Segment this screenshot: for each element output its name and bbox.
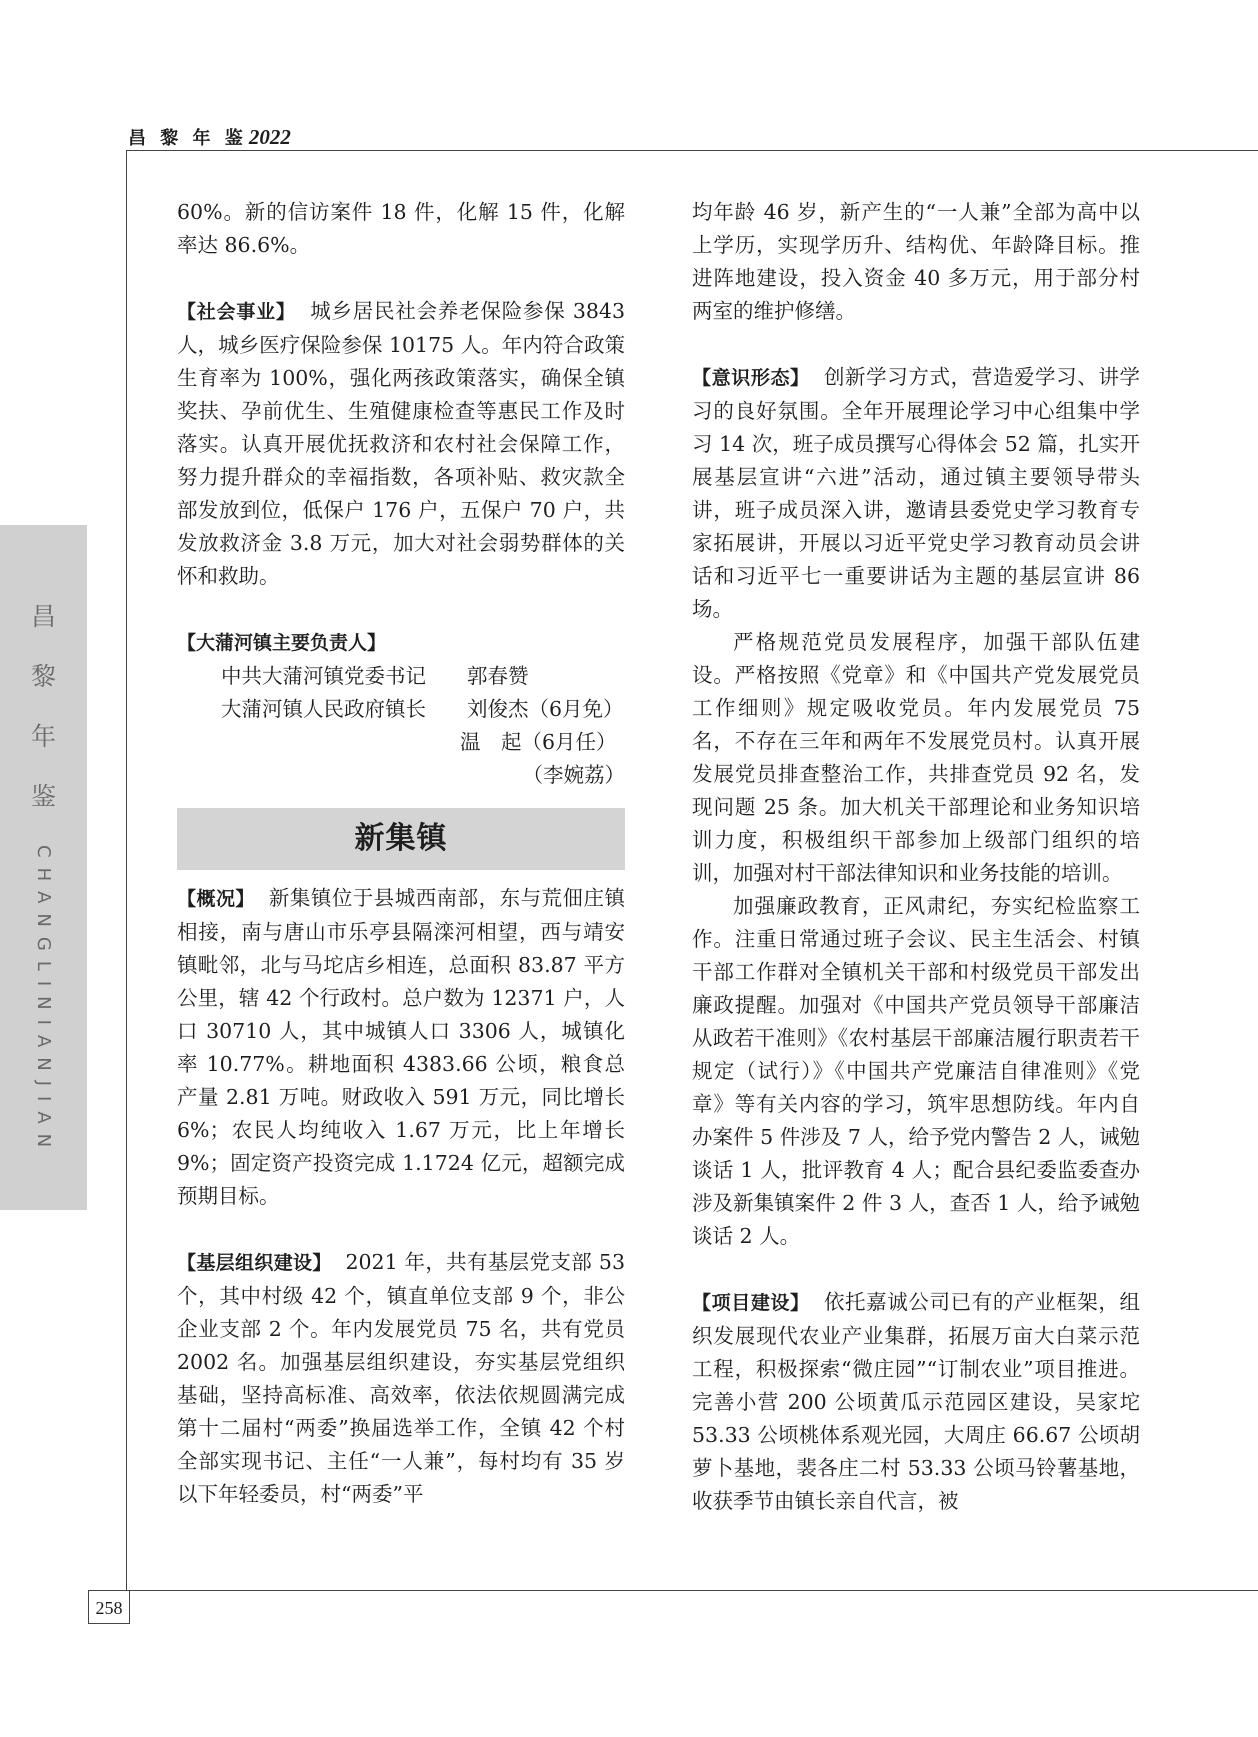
frame-left-rule [126, 150, 127, 1590]
section-text: 新集镇位于县城西南部，东与荒佃庄镇相接，南与唐山市乐亭县隔滦河相望，西与靖安镇毗邻，北与马坨店乡相连，总面积 83.87 平方公里，辖 42 个行政村。总户数为 12371 户，人口 30710 人，其中城镇人口 3306 人，城镇化率 10.77%。耕地面积 4383.66 公顷，粮食总产量 2.81 万吨。财政收入 591 万元，同比增长 6%；农民人均纯收入 1.67 万元，比上年增长 9%；固定资产投资完成 1.1724 亿元，超额完成预期目标。 [177, 886, 625, 1208]
side-tab-char: 黎 [30, 662, 56, 691]
section-project [692, 1286, 1140, 1518]
leader-line: 中共大蒲河镇党委书记 郭春赞 [221, 664, 529, 688]
running-header [128, 124, 291, 150]
right-column [692, 196, 1140, 1518]
section-text: 创新学习方式，营造爱学习、讲学习的良好氛围。全年开展理论学习中心组集中学习 14 次，班子成员撰写心得体会 52 篇，扎实开展基层宣讲“六进”活动，通过镇主要领导带头讲，班子成员深入讲，邀请县委党史学习教育专家拓展讲，开展以习近平党史学习教育动员会讲话和习近平七一重要讲话为主题的基层宣讲 86 场。 [692, 365, 1140, 621]
book-title: 昌 黎 年 鉴 [128, 128, 247, 149]
author-credit: （李婉荔） [522, 763, 625, 787]
section-text: 依托嘉诚公司已有的产业框架，组织发展现代农业产业集群，拓展万亩大白菜示范工程，积极探索“微庄园”“订制农业”项目推进。完善小营 200 公顷黄瓜示范园区建设，吴家坨 53.33 公顷桃体系观光园，大周庄 66.67 公顷胡萝卜基地，裴各庄二村 53.33 公顷马铃薯基地，收获季节由镇长亲自代言，被 [692, 1290, 1140, 1513]
section-social [177, 295, 625, 593]
section-ideology [692, 361, 1140, 626]
section-heading: 【社会事业】 [177, 301, 296, 323]
town-banner: 新集镇 [177, 808, 625, 870]
leader-line: 温 起（6月任） [460, 730, 617, 754]
side-tab-char: 昌 [30, 602, 56, 631]
section-heading: 【大蒲河镇主要负责人】 [177, 632, 387, 654]
paragraph: 60%。新的信访案件 18 件，化解 15 件，化解率达 86.6%。 [177, 200, 625, 257]
section-overview [177, 882, 625, 1213]
frame-bottom-rule [126, 1590, 1258, 1591]
page-number: 258 [88, 1590, 130, 1624]
paragraph: 严格规范党员发展程序，加强干部队伍建设。严格按照《党章》和《中国共产党发展党员工作细则》规定吸收党员。年内发展党员 75 名，不存在三年和两年不发展党员村。认真开展发展党员排查整治工作，共排查党员 92 名，发现问题 25 条。加大机关干部理论和业务知识培训力度，积极组织干部参加上级部门组织的培训，加强对村干部法律知识和业务技能的培训。 [692, 630, 1140, 885]
paragraph: 均年龄 46 岁，新产生的“一人兼”全部为高中以上学历，实现学历升、结构优、年龄降目标。推进阵地建设，投入资金 40 多万元，用于部分村两室的维护修缮。 [692, 200, 1140, 323]
section-text: 2021 年，共有基层党支部 53 个，其中村级 42 个，镇直单位支部 9 个，非公企业支部 2 个。年内发展党员 75 名，共有党员 2002 名。加强基层组织建设，夯实基层党组织基础，坚持高标准、高效率，依法依规圆满完成第十二届村“两委”换届选举工作，全镇 42 个村全部实现书记、主任“一人兼”，每村均有 35 岁以下年轻委员，村“两委”平 [177, 1250, 625, 1506]
leader-line: 大蒲河镇人民政府镇长 刘俊杰（6月免） [221, 697, 624, 721]
left-column [177, 196, 625, 1511]
side-tab-pinyin: CHANGLINIANJIAN [33, 845, 54, 1158]
section-heading: 【基层组织建设】 [177, 1252, 332, 1274]
paragraph: 加强廉政教育，正风肃纪，夯实纪检监察工作。注重日常通过班子会议、民主生活会、村镇干部工作群对全镇机关干部和村级党员干部发出廉政提醒。加强对《中国共产党员领导干部廉洁从政若干准则》《农村基层干部廉洁履行职责若干规定（试行）》《中国共产党廉洁自律准则》《党章》等有关内容的学习，筑牢思想防线。年内自办案件 5 件涉及 7 人，给予党内警告 2 人，诫勉谈话 1 人，批评教育 4 人；配合县纪委监委查办涉及新集镇案件 2 件 3 人，查否 1 人，给予诫勉谈话 2 人。 [692, 894, 1140, 1248]
section-heading: 【项目建设】 [692, 1292, 810, 1314]
side-tab-char: 鉴 [30, 782, 56, 811]
side-tab-char: 年 [30, 722, 56, 751]
header-year: 2022 [248, 125, 291, 149]
frame-top-rule [126, 150, 1258, 151]
section-leaders [177, 626, 625, 660]
section-heading: 【意识形态】 [692, 367, 810, 389]
section-org [177, 1246, 625, 1511]
side-tab [0, 525, 87, 1210]
section-heading: 【概况】 [177, 888, 255, 910]
section-text: 城乡居民社会养老保险参保 3843 人，城乡医疗保险参保 10175 人。年内符合政策生育率为 100%，强化两孩政策落实，确保全镇奖扶、孕前优生、生殖健康检查等惠民工作及时落实。认真开展优抚救济和农村社会保障工作，努力提升群众的幸福指数，各项补贴、救灾款全部发放到位，低保户 176 户，五保户 70 户，共发放救济金 3.8 万元，加大对社会弱势群体的关怀和救助。 [177, 299, 625, 588]
